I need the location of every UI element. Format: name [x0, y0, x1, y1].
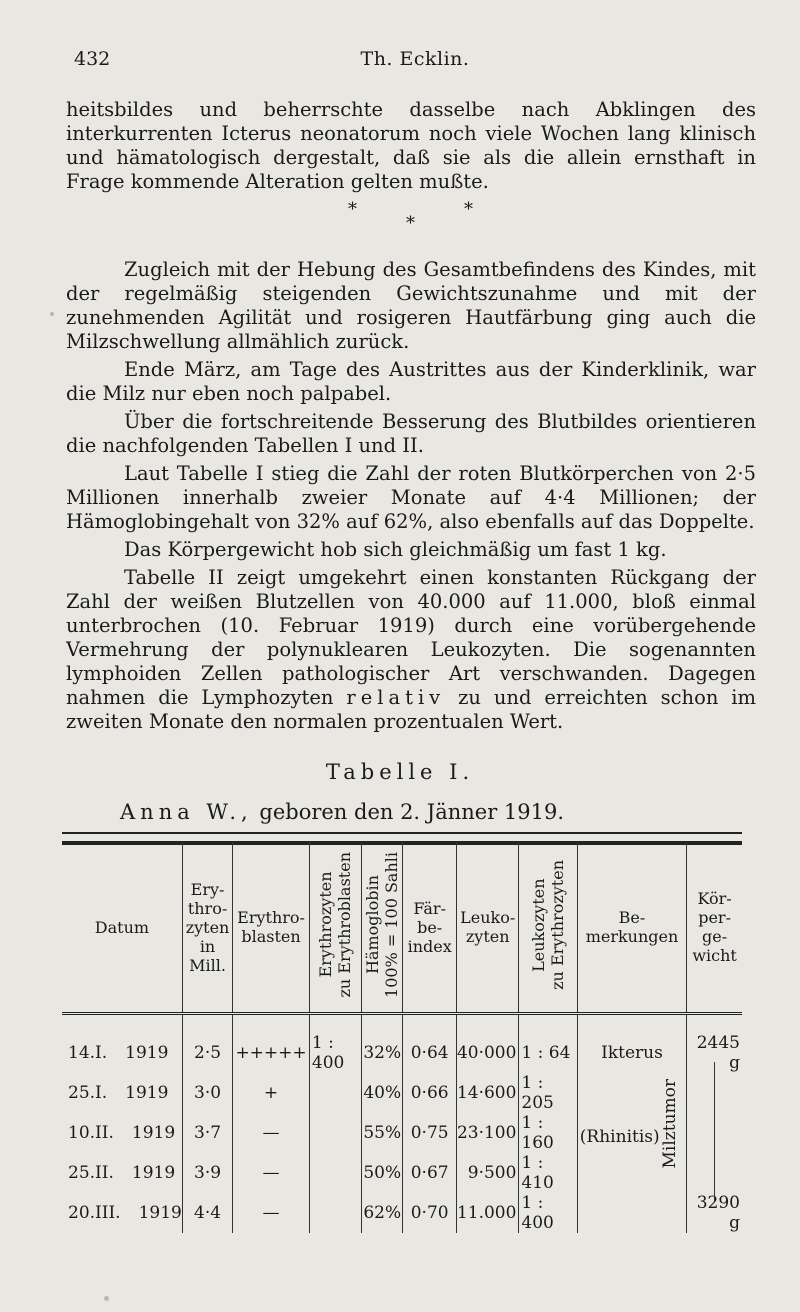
- emphasized-word: relativ: [346, 686, 446, 709]
- col-header-ratio-leuko-ery: [519, 837, 577, 1014]
- col-header-faerbeindex: Fär- be- index: [403, 837, 457, 1014]
- cell-ratio1: [309, 1073, 361, 1113]
- table-row: [62, 1073, 742, 1113]
- body-text: [66, 98, 756, 734]
- cell-fi: 0·75: [403, 1113, 457, 1153]
- cell-ery: 3·0: [182, 1073, 232, 1113]
- patient-name: Anna W.,: [120, 800, 253, 824]
- paragraph: Ende März, am Tage des Austrittes aus der Kinderklinik, war die Milz nur eben noch palpabel.: [66, 358, 756, 405]
- paragraph: Zugleich mit der Hebung des Gesamtbefindens des Kindes, mit der regelmäßig steigenden Gewichtszunahme und mit der zunehmenden Agilität und rosigeren Hautfärbung ging auch die Milzschwellung allmählich zurück.: [66, 258, 756, 353]
- cell-leuko: 14·600: [456, 1073, 518, 1113]
- table-row: [62, 1014, 742, 1074]
- cell-ratio2: 1 : 160: [519, 1113, 577, 1153]
- cell-hb: 50%: [362, 1153, 403, 1193]
- asterisk: *: [348, 199, 357, 220]
- col-header-koerpergewicht: Kör- per- ge- wicht: [687, 837, 742, 1014]
- remark-text: (Rhinitis): [579, 1127, 660, 1147]
- date-text: 20.III.: [68, 1203, 121, 1223]
- page-header: [70, 48, 760, 74]
- cell-fi: 0·67: [403, 1153, 457, 1193]
- weight-connector-line: [714, 1062, 715, 1202]
- col-header-haemoglobin: [362, 837, 403, 1014]
- cell-date: [62, 1113, 182, 1153]
- cell-ery: 3·7: [182, 1113, 232, 1153]
- table-title: Tabelle I.: [325, 760, 475, 784]
- cell-blasten: +++++: [233, 1014, 310, 1074]
- col-header-leukozyten: Leuko- zyten: [456, 837, 518, 1014]
- cell-fi: 0·64: [403, 1014, 457, 1074]
- asterisk: *: [464, 199, 473, 220]
- cell-hb: 40%: [362, 1073, 403, 1113]
- vertical-label: Hämoglobin 100% = 100 Sahli: [363, 852, 402, 998]
- paragraph: Das Körpergewicht hob sich gleichmäßig um fast 1 kg.: [124, 538, 667, 561]
- cell-blasten: —: [233, 1193, 310, 1233]
- cell-date: [62, 1073, 182, 1113]
- cell-date: [62, 1153, 182, 1193]
- cell-fi: 0·70: [403, 1193, 457, 1233]
- cell-leuko: 23·100: [456, 1113, 518, 1153]
- milztumor-label: Milztumor: [660, 1079, 681, 1169]
- cell-leuko: 9·500: [456, 1153, 518, 1193]
- date-text: 25.II.: [68, 1163, 114, 1183]
- cell-ery: 4·4: [182, 1193, 232, 1233]
- cell-leuko: 40·000: [456, 1014, 518, 1074]
- cell-blasten: —: [233, 1113, 310, 1153]
- cell-weight: 2445 g: [687, 1014, 742, 1074]
- table-subtitle: [120, 800, 564, 824]
- cell-blasten: —: [233, 1153, 310, 1193]
- cell-ratio1: [309, 1113, 361, 1153]
- paper-speck: [50, 312, 54, 316]
- cell-ratio2: 1 : 410: [519, 1153, 577, 1193]
- cell-ratio1: [309, 1153, 361, 1193]
- col-header-erythroblasten: Erythro- blasten: [233, 837, 310, 1014]
- cell-hb: 55%: [362, 1113, 403, 1153]
- cell-weight: 3290 g: [687, 1193, 742, 1233]
- cell-date: [62, 1014, 182, 1074]
- cell-blasten: +: [233, 1073, 310, 1113]
- cell-ratio2: 1 : 400: [519, 1193, 577, 1233]
- remark-text: Ikterus: [601, 1043, 663, 1063]
- paragraph: Laut Tabelle I stieg die Zahl der roten Blutkörperchen von 2·5 Millionen innerhalb zweier Monate auf 4·4 Millionen; der Hämoglobingehalt von 32% auf 62%, also ebenfalls auf das Doppelte.: [66, 462, 756, 533]
- cell-fi: 0·66: [403, 1073, 457, 1113]
- cell-leuko: 11.000: [456, 1193, 518, 1233]
- asterisk: *: [406, 213, 415, 234]
- date-text: 14.I.: [68, 1043, 108, 1063]
- vertical-label: Erythrozyten zu Erythroblasten: [316, 852, 355, 998]
- cell-bemerkung-merged: [577, 1073, 686, 1233]
- section-break-asterisks: [66, 198, 756, 248]
- cell-ery: 3·9: [182, 1153, 232, 1193]
- date-text: 25.I.: [68, 1083, 108, 1103]
- page-number: 432: [74, 48, 111, 70]
- cell-hb: 62%: [362, 1193, 403, 1233]
- paper-speck: [104, 1296, 109, 1301]
- date-text: 10.II.: [68, 1123, 114, 1143]
- cell-bemerkung: [577, 1014, 686, 1074]
- paragraph-text: zu und erreichten schon im zweiten Monate den normalen prozentualen Wert.: [66, 686, 756, 733]
- cell-ratio1: [309, 1193, 361, 1233]
- year-text: 1919: [125, 1083, 169, 1103]
- cell-hb: 32%: [362, 1014, 403, 1074]
- blood-count-table: [62, 832, 742, 1233]
- paragraph-text: Tabelle II zeigt umgekehrt einen konstanten Rückgang der Zahl der weißen Blutzellen von 40.000 auf 11.000, bloß einmal unterbrochen (10. Februar 1919) durch eine vorübergehende Vermehrung der polynuklearen Leukozyten. Die sogenannten lymphoiden Zellen pathologischer Art verschwanden. Dagegen nahmen die Lymphozyten: [66, 566, 756, 709]
- year-text: 1919: [138, 1203, 182, 1223]
- year-text: 1919: [131, 1123, 176, 1143]
- year-text: 1919: [125, 1043, 169, 1063]
- birth-date: geboren den 2. Jänner 1919.: [259, 800, 565, 824]
- paragraph-continued: heitsbildes und beherrschte dasselbe nach Abklingen des interkurrenten Icterus neonatorum noch viele Wochen lang klinisch und hämatologisch dergestalt, daß sie als die allein ernsthaft in Frage kommende Alteration gelten mußte.: [66, 98, 756, 193]
- col-header-datum: Datum: [62, 837, 182, 1014]
- cell-ratio2: 1 : 205: [519, 1073, 577, 1113]
- cell-ery: 2·5: [182, 1014, 232, 1074]
- paragraph: [66, 566, 756, 734]
- col-header-ratio-ery-blasten: [309, 837, 361, 1014]
- running-head: Th. Ecklin.: [360, 48, 470, 70]
- year-text: 1919: [131, 1163, 176, 1183]
- cell-date: [62, 1193, 182, 1233]
- cell-ratio1: 1 : 400: [309, 1014, 361, 1074]
- vertical-label: Leukozyten zu Erythrozyten: [529, 860, 568, 990]
- paragraph: Über die fortschreitende Besserung des Blutbildes orientieren die nachfolgenden Tabellen I und II.: [66, 410, 756, 457]
- col-header-erythrozyten: Ery- thro- zyten in Mill.: [182, 837, 232, 1014]
- cell-ratio2: 1 : 64: [519, 1014, 577, 1074]
- col-header-bemerkungen: Be- merkungen: [577, 837, 686, 1014]
